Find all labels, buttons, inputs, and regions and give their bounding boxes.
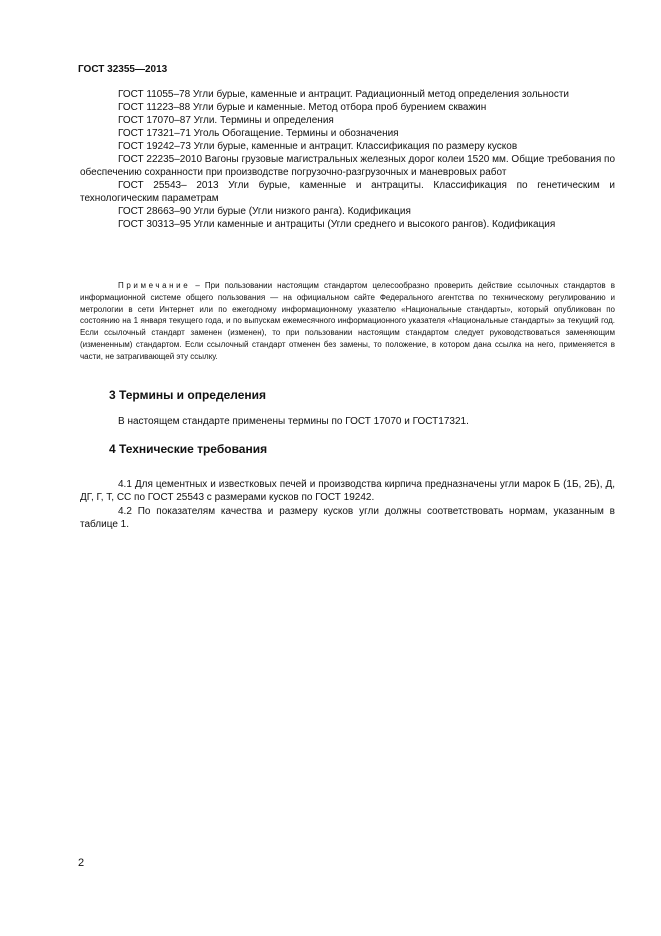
note-text: – При пользовании настоящим стандартом целесообразно проверить действие ссылочных стандартов в информационной системе общего пользования — на официальном сайте Федерального агентства по техническому регулированию и метрологии в сети Интернет или по ежегодному информационному указателю «Национальные стандарты», который опубликован по состоянию на 1 января текущего года, и по выпускам ежемесячного информационного указателя «Национальные стандарты» за текущий год. Если ссылочный стандарт заменен (изменен), то при пользовании настоящим стандартом следует руководствоваться заменяющим (измененным) стандартом. Если ссылочный стандарт отменен без замены, то положение, в котором дана ссылка на него, применяется в части, не затрагивающей эту ссылку. — [80, 281, 615, 361]
reference-item: ГОСТ 28663–90 Угли бурые (Угли низкого ранга). Кодификация — [118, 206, 411, 217]
reference-item: ГОСТ 17321–71 Уголь Обогащение. Термины и обозначения — [118, 128, 399, 139]
clause-4-2: 4.2 По показателям качества и размеру кусков угли должны соответствовать нормам, указанным в таблице 1. — [80, 506, 615, 530]
reference-item: ГОСТ 30313–95 Угли каменные и антрациты (Угли среднего и высокого рангов). Кодификация — [118, 219, 556, 230]
document-header: ГОСТ 32355—2013 — [78, 64, 168, 75]
section-3-text: В настоящем стандарте применены термины по ГОСТ 17070 и ГОСТ17321. — [118, 416, 469, 427]
normative-references-list — [80, 88, 615, 231]
note-paragraph — [80, 280, 615, 363]
section-4-heading: 4 Технические требования — [109, 442, 268, 456]
reference-item: ГОСТ 17070–87 Угли. Термины и определения — [118, 115, 334, 126]
reference-item: ГОСТ 11223–88 Угли бурые и каменные. Метод отбора проб бурением скважин — [118, 102, 487, 113]
note-label: Примечание — [118, 281, 191, 290]
reference-item: ГОСТ 25543– 2013 Угли бурые, каменные и антрациты. Классификация по генетическим и технологическим параметрам — [80, 180, 615, 204]
section-3-heading: 3 Термины и определения — [109, 388, 267, 402]
reference-item: ГОСТ 19242–73 Угли бурые, каменные и антрацит. Классификация по размеру кусков — [118, 141, 518, 152]
page-number: 2 — [78, 857, 85, 869]
clause-4-1: 4.1 Для цементных и известковых печей и производства кирпича предназначены угли марок Б (1Б, 2Б), Д, ДГ, Г, Т, СС по ГОСТ 25543 с размерами кусков по ГОСТ 19242. — [80, 479, 615, 503]
reference-item: ГОСТ 22235–2010 Вагоны грузовые магистральных железных дорог колеи 1520 мм. Общие требования по обеспечению сохранности при производстве погрузочно-разгрузочных и маневровых работ — [80, 154, 616, 178]
reference-item: ГОСТ 11055–78 Угли бурые, каменные и антрацит. Радиационный метод определения зольности — [118, 89, 570, 100]
